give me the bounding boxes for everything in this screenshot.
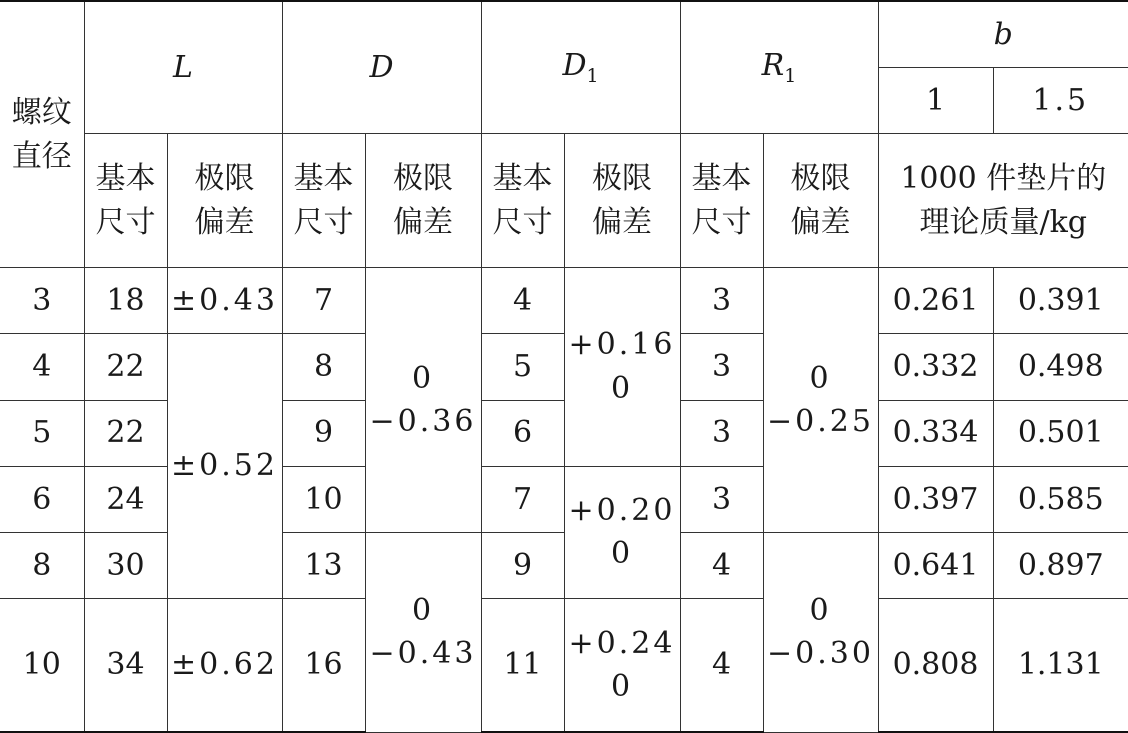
- symbol-d1: D: [562, 48, 587, 84]
- d1-tolerance-cell: [564, 599, 680, 732]
- tolerance-lower: 0: [610, 370, 634, 406]
- tolerance-upper: +0.24: [568, 625, 676, 661]
- tolerance-lower: 0: [610, 536, 634, 572]
- header-text: 基本: [95, 161, 156, 197]
- tolerance-lower: −0.43: [369, 636, 477, 672]
- header-text: 极限: [393, 161, 454, 197]
- r1-tolerance-cell: [763, 268, 878, 533]
- basic-size-header: [481, 133, 564, 267]
- l-basic-cell: 34: [84, 599, 167, 732]
- d-basic-cell: 7: [282, 268, 365, 334]
- mass-b1-cell: 0.261: [878, 268, 993, 334]
- l-basic-cell: 24: [84, 466, 167, 532]
- d1-basic-cell: 6: [481, 400, 564, 466]
- mass-b1-5-cell: 0.897: [993, 532, 1128, 598]
- thread-diameter-cell: 3: [0, 268, 84, 334]
- d-basic-cell: 10: [282, 466, 365, 532]
- r1-basic-cell: 3: [680, 268, 763, 334]
- tolerance-upper: 0: [411, 592, 435, 628]
- l-tolerance-cell: ±0.62: [167, 599, 282, 732]
- table-row: [0, 268, 1128, 334]
- header-text: 基本: [691, 161, 752, 197]
- header-text: 尺寸: [492, 204, 553, 240]
- l-tolerance-cell: ±0.52: [167, 334, 282, 599]
- group-header-r1: [680, 1, 878, 133]
- limit-deviation-header: [763, 133, 878, 267]
- mass-b1-5-cell: 0.498: [993, 334, 1128, 400]
- theoretical-mass-header: [878, 133, 1128, 267]
- b-value-1-5: 1.5: [993, 67, 1128, 133]
- thread-diameter-cell: 8: [0, 532, 84, 598]
- mass-b1-5-cell: 0.585: [993, 466, 1128, 532]
- header-text: 理论质量/kg: [919, 204, 1088, 240]
- symbol-d1-sub: 1: [586, 65, 599, 88]
- tolerance-upper: +0.16: [568, 327, 676, 363]
- thread-diameter-cell: 4: [0, 334, 84, 400]
- d1-tolerance-cell: [564, 466, 680, 598]
- header-text: 极限: [592, 161, 653, 197]
- r1-basic-cell: 3: [680, 466, 763, 532]
- d1-basic-cell: 5: [481, 334, 564, 400]
- mass-b1-5-cell: 0.391: [993, 268, 1128, 334]
- basic-size-header: [680, 133, 763, 267]
- group-header-b: [878, 1, 1128, 67]
- tolerance-upper: +0.20: [568, 492, 676, 528]
- tolerance-lower: 0: [610, 669, 634, 705]
- symbol-r1-sub: 1: [784, 65, 797, 88]
- table-row: [0, 334, 1128, 400]
- tolerance-lower: −0.36: [369, 404, 477, 440]
- header-text: 偏差: [790, 204, 851, 240]
- group-header-l: [84, 1, 282, 133]
- d-basic-cell: 16: [282, 599, 365, 732]
- l-tolerance-cell: ±0.43: [167, 268, 282, 334]
- header-text: 直径: [11, 138, 72, 174]
- thread-diameter-cell: 10: [0, 599, 84, 732]
- mass-b1-cell: 0.334: [878, 400, 993, 466]
- d1-basic-cell: 7: [481, 466, 564, 532]
- d-basic-cell: 8: [282, 334, 365, 400]
- table-row: [0, 599, 1128, 732]
- header-text: 尺寸: [293, 204, 354, 240]
- header-text: 尺寸: [691, 204, 752, 240]
- mass-b1-cell: 0.397: [878, 466, 993, 532]
- tolerance-upper: 0: [809, 592, 832, 628]
- header-text: 偏差: [194, 204, 255, 240]
- limit-deviation-header: [167, 133, 282, 267]
- d-basic-cell: 13: [282, 532, 365, 598]
- tolerance-upper: 0: [411, 360, 435, 396]
- mass-b1-cell: 0.808: [878, 599, 993, 732]
- tolerance-lower: −0.25: [767, 404, 874, 440]
- group-header-d1: [481, 1, 680, 133]
- header-text: 基本: [492, 161, 553, 197]
- mass-b1-5-cell: 0.501: [993, 400, 1128, 466]
- d1-basic-cell: 11: [481, 599, 564, 732]
- header-text: 1000 件垫片的: [900, 161, 1107, 197]
- header-text: 极限: [194, 161, 255, 197]
- header-text: 尺寸: [95, 204, 156, 240]
- header-text: 偏差: [393, 204, 454, 240]
- mass-b1-cell: 0.641: [878, 532, 993, 598]
- l-basic-cell: 30: [84, 532, 167, 598]
- l-basic-cell: 22: [84, 400, 167, 466]
- symbol-r1: R: [761, 48, 785, 84]
- r1-basic-cell: 4: [680, 599, 763, 732]
- basic-size-header: [282, 133, 365, 267]
- group-header-d: [282, 1, 481, 133]
- limit-deviation-header: [365, 133, 481, 267]
- tolerance-upper: 0: [809, 360, 832, 396]
- thread-diameter-header: [0, 1, 84, 268]
- header-text: 螺纹: [11, 95, 72, 131]
- header-text: 极限: [790, 161, 851, 197]
- d1-basic-cell: 9: [481, 532, 564, 598]
- header-text: 偏差: [592, 204, 653, 240]
- mass-b1-cell: 0.332: [878, 334, 993, 400]
- b-value-1: 1: [878, 67, 993, 133]
- r1-tolerance-cell: [763, 532, 878, 732]
- d-tolerance-cell: [365, 532, 481, 732]
- tolerance-lower: −0.30: [767, 636, 874, 672]
- mass-b1-5-cell: 1.131: [993, 599, 1128, 732]
- symbol-l: L: [173, 49, 193, 85]
- d1-tolerance-cell: [564, 268, 680, 467]
- d1-basic-cell: 4: [481, 268, 564, 334]
- l-basic-cell: 18: [84, 268, 167, 334]
- header-text: 基本: [293, 161, 354, 197]
- d-basic-cell: 9: [282, 400, 365, 466]
- thread-diameter-cell: 6: [0, 466, 84, 532]
- limit-deviation-header: [564, 133, 680, 267]
- basic-size-header: [84, 133, 167, 267]
- l-basic-cell: 22: [84, 334, 167, 400]
- thread-diameter-cell: 5: [0, 400, 84, 466]
- d-tolerance-cell: [365, 268, 481, 533]
- symbol-b: b: [993, 16, 1013, 52]
- r1-basic-cell: 3: [680, 400, 763, 466]
- symbol-d: D: [369, 49, 394, 85]
- r1-basic-cell: 4: [680, 532, 763, 598]
- r1-basic-cell: 3: [680, 334, 763, 400]
